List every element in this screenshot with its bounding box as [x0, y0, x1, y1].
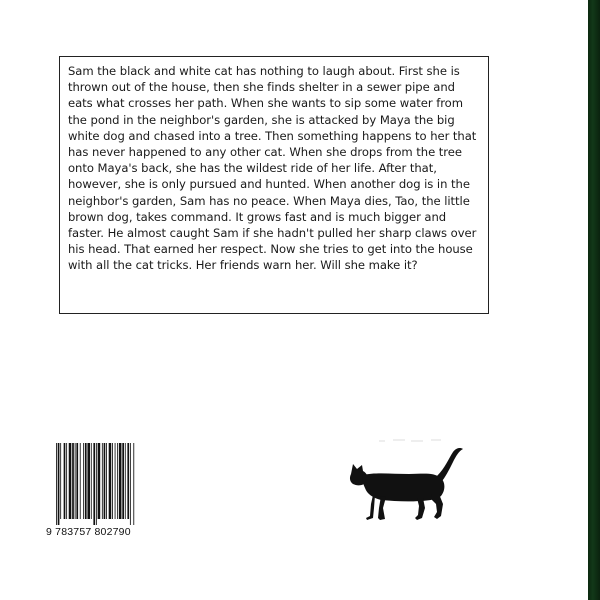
- barcode-bar: [133, 443, 134, 525]
- barcode-bar: [93, 443, 95, 525]
- barcode-bar: [112, 443, 113, 519]
- barcode-bar: [91, 443, 92, 519]
- barcode-bar: [106, 443, 107, 519]
- blurb-box: [59, 56, 489, 314]
- barcode-bar: [80, 443, 81, 519]
- isbn-number: 9 783757 802790: [46, 526, 131, 538]
- barcode-bar: [98, 443, 101, 519]
- barcode-bar: [109, 443, 112, 519]
- barcode-bar: [130, 443, 131, 525]
- barcode-bar: [122, 443, 124, 519]
- barcode-bar: [76, 443, 78, 519]
- barcode-bar: [58, 443, 60, 525]
- barcode-bar: [72, 443, 74, 519]
- barcode-bar: [69, 443, 72, 519]
- barcode-bar: [87, 443, 90, 519]
- barcode-bars: [46, 443, 156, 525]
- barcode-bar: [66, 443, 67, 519]
- blurb-text: Sam the black and white cat has nothing to laugh about. First she is thrown out of the house, then she finds shelter in a sewer pipe and eats what crosses her path. When she wants to sip some water from the pond in the neighbor's garden, she is attacked by Maya the big white dog and chased into a tree. Then something happens to her that has never happened to any other cat. When she drops from the tree onto Maya's back, she has the wildest ride of her life. After that, however, she is only pursued and hunted. When another dog is in the neighbor's garden, Sam has no peace. When Maya dies, Tao, the little brown dog, takes command. It grows fast and is much bigger and faster. He almost caught Sam if she hadn't pulled her sharp claws over his head. That earned her respect. Now she tries to get into the house with all the cat tricks. Her friends warn her. Will she make it?: [68, 64, 477, 273]
- barcode-bar: [119, 443, 122, 519]
- barcode-bar: [117, 443, 118, 519]
- spine-edge: [588, 0, 600, 600]
- barcode-bar: [96, 443, 97, 525]
- barcode-bar: [75, 443, 76, 519]
- barcode-bar: [83, 443, 84, 519]
- barcode-bar: [127, 443, 129, 519]
- barcode-bar: [104, 443, 106, 519]
- barcode-bar: [125, 443, 126, 519]
- barcode-bar: [85, 443, 87, 519]
- isbn-barcode: [46, 443, 156, 549]
- barcode-bar: [64, 443, 66, 519]
- barcode-bar: [102, 443, 103, 519]
- barcode-bar: [56, 443, 57, 525]
- barcode-bar: [60, 443, 61, 519]
- barcode-bar: [115, 443, 116, 519]
- black-cat-walking-icon: [345, 438, 470, 528]
